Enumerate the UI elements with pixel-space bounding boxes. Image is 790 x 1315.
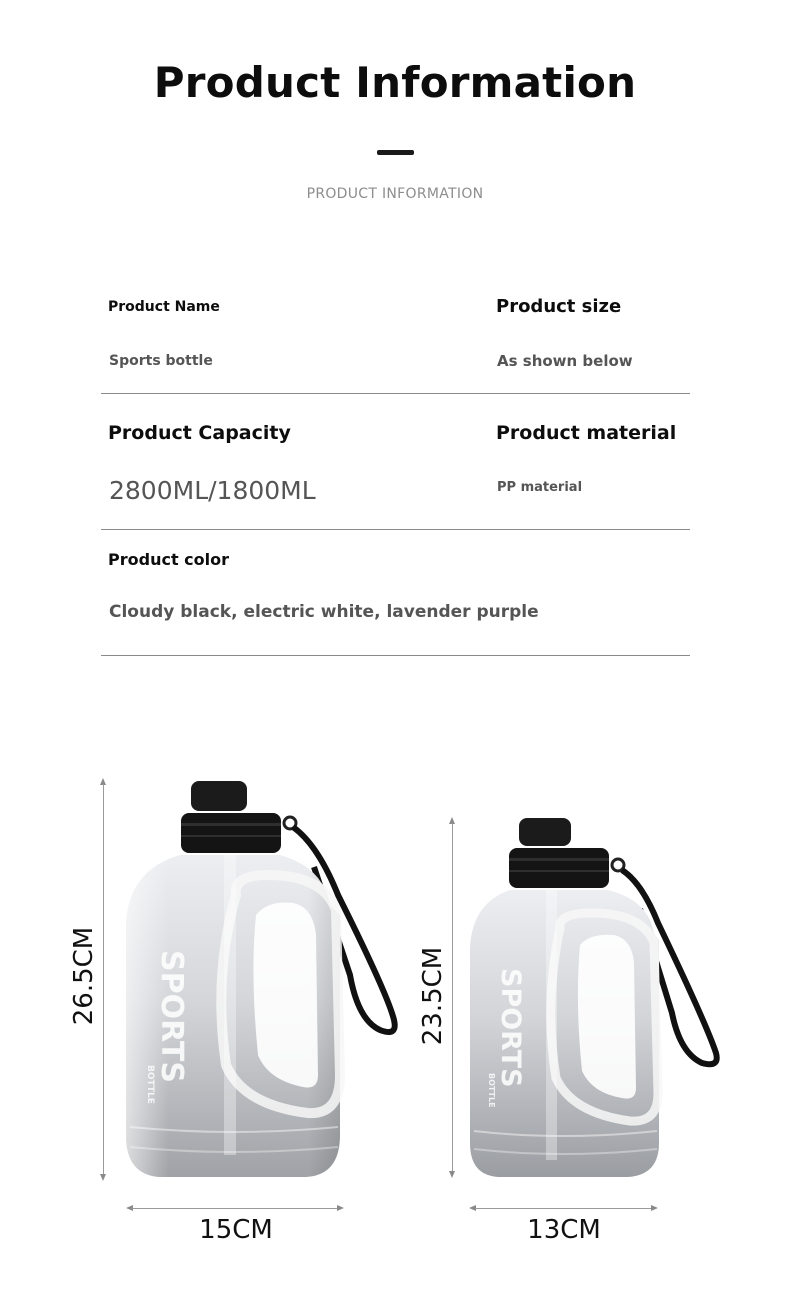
row-divider-3 <box>101 655 690 656</box>
product-color-value: Cloudy black, electric white, lavender purple <box>109 602 539 622</box>
product-name-value: Sports bottle <box>109 353 213 369</box>
arrow-right-icon <box>651 1205 658 1211</box>
small-width-label: 13CM <box>527 1215 601 1245</box>
bottle-logo: SPORTS <box>495 968 526 1088</box>
arrow-right-icon <box>337 1205 344 1211</box>
arrow-down-icon <box>100 1174 106 1181</box>
product-name-label: Product Name <box>108 299 220 315</box>
product-size-value: As shown below <box>497 352 633 370</box>
page-subtitle: PRODUCT INFORMATION <box>306 186 484 202</box>
large-bottle-image <box>118 775 408 1185</box>
bottle-logo: SPORTS <box>154 950 189 1083</box>
product-capacity-label: Product Capacity <box>108 422 291 444</box>
product-material-label: Product material <box>496 422 677 444</box>
bottle-subtext: BOTTLE <box>487 1073 496 1108</box>
product-capacity-value: 2800ML/1800ML <box>109 476 316 505</box>
large-height-label: 26.5CM <box>69 926 99 1026</box>
product-material-value: PP material <box>497 480 583 495</box>
page-title: Product Information <box>153 58 637 107</box>
small-bottle-image <box>462 813 732 1185</box>
large-width-label: 15CM <box>199 1215 273 1245</box>
product-size-label: Product size <box>496 296 622 317</box>
bottle-subtext: BOTTLE <box>145 1065 155 1104</box>
row-divider-1 <box>101 393 690 394</box>
small-height-label: 23.5CM <box>418 946 448 1046</box>
row-divider-2 <box>101 529 690 530</box>
title-divider <box>377 150 414 155</box>
arrow-down-icon <box>449 1171 455 1178</box>
product-color-label: Product color <box>108 550 229 569</box>
